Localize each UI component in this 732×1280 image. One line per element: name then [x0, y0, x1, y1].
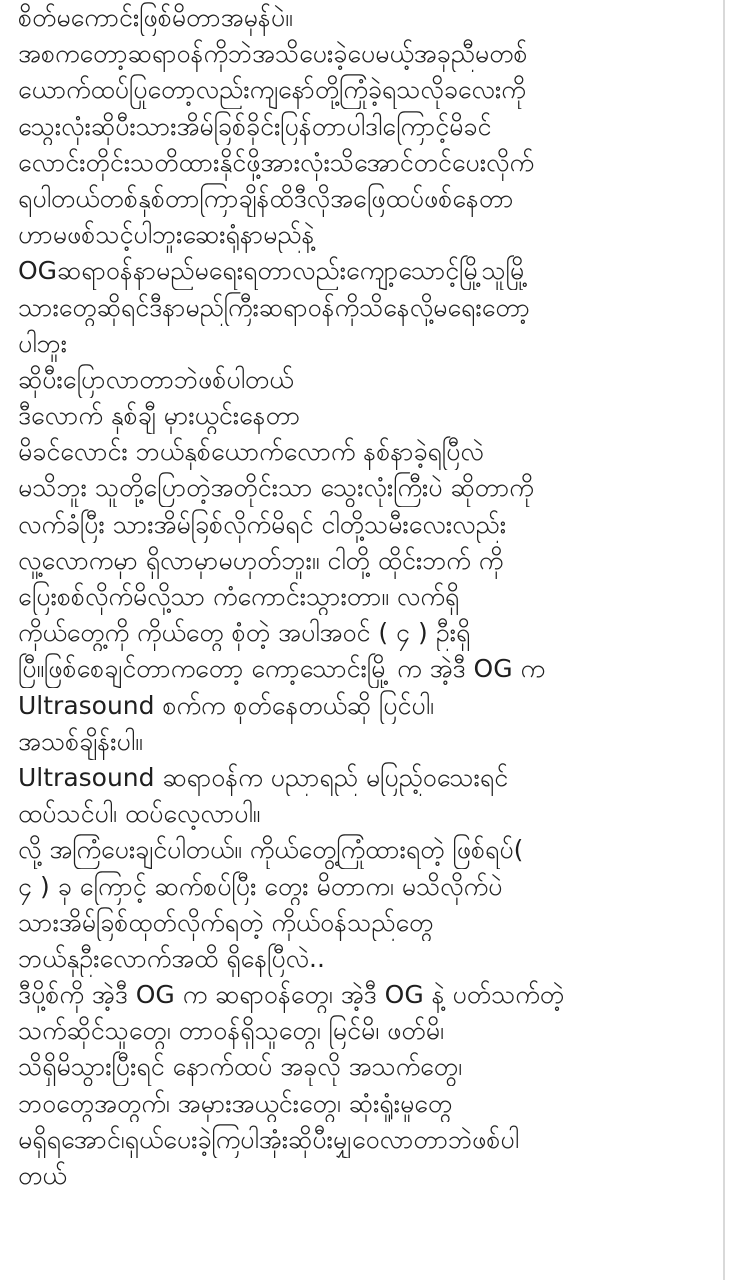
text-line: အသစ်ချိန်းပါ။ [18, 726, 143, 756]
text-line: တယ် [18, 1161, 67, 1190]
text-line: Ultrasound ဆရာဝန်က ပညာရည် မပြည့်ဝသေးရင် [18, 762, 509, 792]
text-line: လက်ခံပြီး သားအိမ်ခြစ်လိုက်မိရင် ငါတို့သမီးလေးလည်း [18, 509, 507, 539]
text-line: ထပ်သင်ပါ၊ ထပ်လေ့လာပါ။ [18, 799, 261, 829]
text-line: ရပါတယ်တစ်နှစ်တာကြာချိန်ထိဒီလိုအဖြေထပ်ဖစ်နေတာ [18, 183, 514, 213]
text-line: Ultrasound စက်က စုတ်နေတယ်ဆို ပြင်ပါ၊ [18, 690, 434, 720]
text-line: ဘဝတွေအတွက်၊ အမှားအယွင်းတွေ၊ ဆုံးရှုံးမှုတွေ [18, 1088, 453, 1118]
text-line: ဟာမဖစ်သင့်ပါဘူးဆေးရုံနာမည်နဲ့ [18, 220, 315, 250]
text-line: OGဆရာဝန်နာမည်မရေးရတာလည်းကျော့သောင့်မြို့သူမြို့ [18, 256, 529, 286]
text-line: မိခင်လောင်း ဘယ်နှစ်ယောက်လောက် နစ်နာခဲ့ရပြီလဲ [18, 437, 484, 467]
text-line: လို့ အကြံပေးချင်ပါတယ်။ ကိုယ်တွေ့ကြုံထားရတဲ့ ဖြစ်ရပ်( [18, 835, 524, 865]
text-line: ပြီ။ဖြစ်စေချင်တာကတော့ ကော့သောင်းမြို့ က အဲ့ဒီ OG က [18, 654, 545, 684]
text-line: ၄ ) ခု ကြောင့် ဆက်စပ်ပြီး တွေး မိတာက၊ မသိလိုက်ပဲ [18, 871, 503, 901]
text-line: ဆိုပီးပြောလာတာဘဲဖစ်ပါတယ် [18, 364, 294, 394]
text-line: ဒီပို့စ်ကို အဲ့ဒီ OG က ဆရာဝန်တွေ၊ အဲ့ဒီ OG နဲ့ ပတ်သက်တဲ့ [18, 980, 565, 1010]
text-line: လူ့လောကမှာ ရှိလာမှာမဟုတ်ဘူး။ ငါတို့ ထိုင်းဘက် ကို [18, 545, 504, 575]
text-line: သိရှိမိသွားပြီးရင် နောက်ထပ် အခုလို အသက်တွေ၊ [18, 1052, 463, 1082]
text-line: သွေးလုံးဆိုပီးသားအိမ်ခြစ်ခိုင်းပြန်တာပါဒါကြောင့်မိခင် [18, 111, 492, 141]
text-line: ယောက်ထပ်ပြုတော့လည်းကျနော်တို့ကြုံခဲ့ရသလိုခလေးကို [18, 75, 526, 105]
text-line: ကိုယ်တွေ့ကို ကိုယ်တွေ စုံတဲ့ အပါအဝင် ( ၄ ) ဦးရှိ [18, 618, 471, 648]
text-line: စိတ်မကောင်းဖြစ်မိတာအမှန်ပဲ။ [18, 3, 293, 32]
text-line: ပါဘူး [18, 328, 67, 358]
text-line: အစကတော့ဆရာဝန်ကိုဘဲအသိပေးခဲ့ပေမယ့်အခုညီမတစ် [18, 39, 528, 69]
post-text-body [18, 0, 718, 1194]
text-line: ပြေးစစ်လိုက်မိလို့သာ ကံကောင်းသွားတာ။ လက်ရှိ [18, 582, 460, 611]
text-line: သက်ဆိုင်သူတွေ၊ တာဝန်ရှိသူတွေ၊ မြင်မိ၊ ဖတ်မိ၊ [18, 1016, 444, 1046]
text-line: သားအိမ်ခြစ်ထုတ်လိုက်ရတဲ့ ကိုယ်ဝန်သည်တွေ [18, 907, 434, 937]
text-line: ဘယ်နှဦးလောက်အထိ ရှိနေပြီလဲ.. [18, 943, 325, 973]
text-line: လောင်းတိုင်းသတိထားနိုင်ဖို့အားလုံးသိအောင်တင်ပေးလိုက် [18, 147, 534, 177]
text-line: သားတွေဆိုရင်ဒီနာမည်ကြီးဆရာဝန်ကိုသိနေလို့မရေးတော့ [18, 292, 530, 322]
text-line: မသိဘူး သူတို့ပြောတဲ့အတိုင်းသာ သွေးလုံးကြီးပဲ ဆိုတာကို [18, 473, 534, 503]
text-line: မရှိရအောင်၊ရှယ်ပေးခဲ့ကြပါအုံးဆိုပီးမျှဝေလာတာဘဲဖစ်ပါ [18, 1124, 519, 1154]
text-line: ဒီလောက် နှစ်ချီ မှားယွင်းနေတာ [18, 401, 301, 431]
right-edge-divider [723, 0, 725, 1280]
